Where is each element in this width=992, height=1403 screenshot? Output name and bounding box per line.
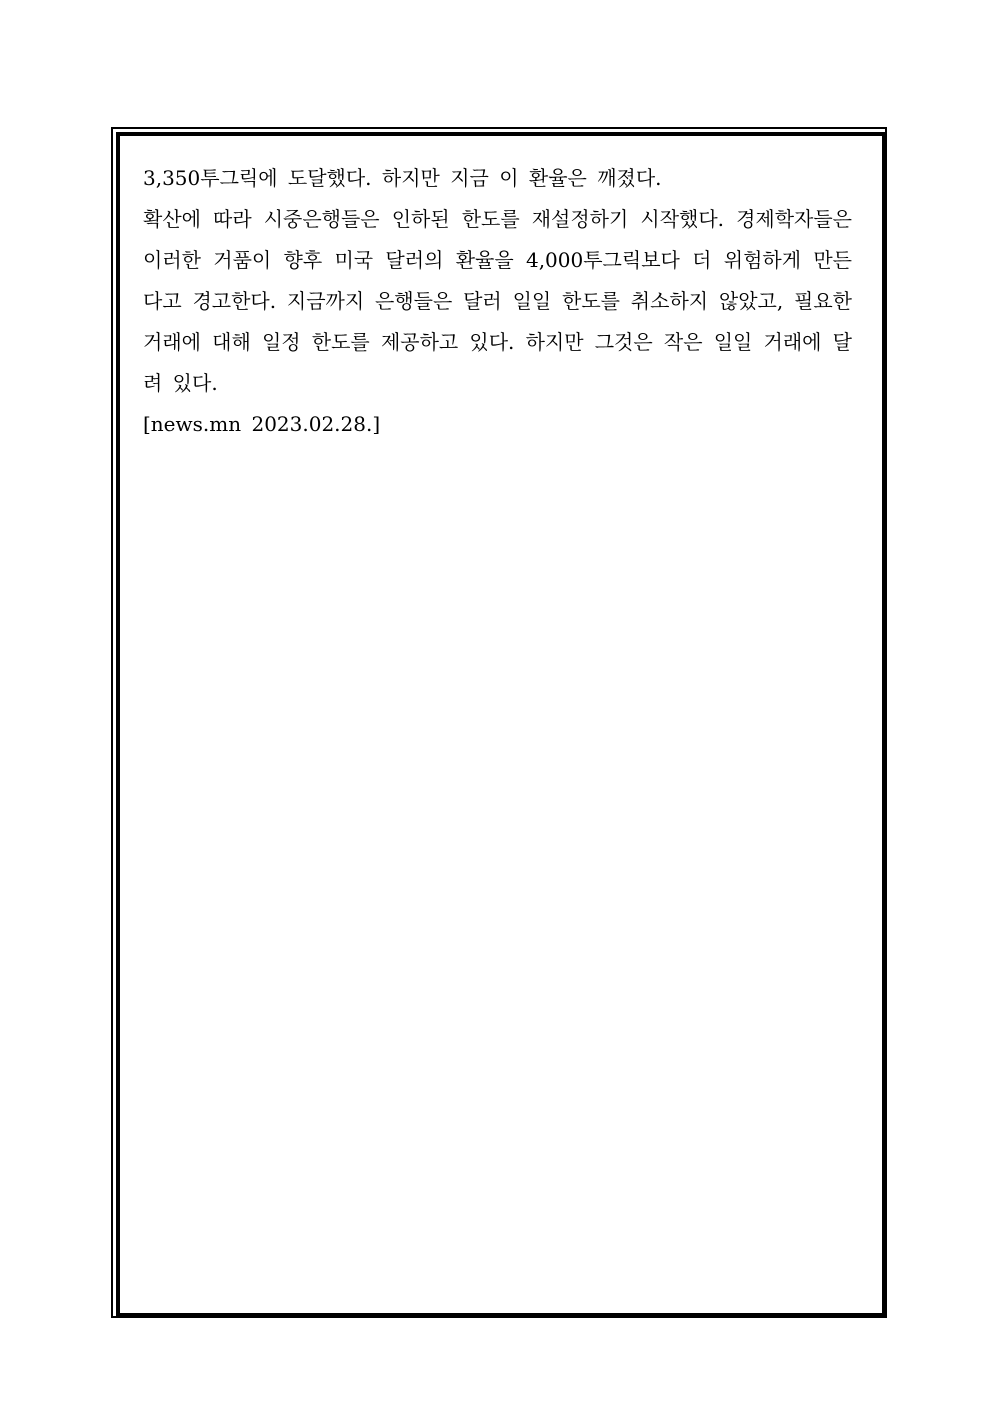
article-paragraph-2: 확산에 따라 시중은행들은 인하된 한도를 재설정하기 시작했다. 경제학자들은 이러한 거품이 향후 미국 달러의 환율을 4,000투그릭보다 더 위험하게 만든다고 경고한다. 지금까지 은행들은 달러 일일 한도를 취소하지 않았고, 필요한 거래에 대해 일정 한도를 제공하고 있다. 하지만 그것은 작은 일일 거래에 달려 있다. (143, 207, 852, 395)
article-source: [news.mn 2023.02.28.] (143, 412, 381, 436)
article-paragraph-1: 3,350투그릭에 도달했다. 하지만 지금 이 환율은 깨졌다. (143, 166, 662, 190)
article-body (143, 158, 852, 445)
